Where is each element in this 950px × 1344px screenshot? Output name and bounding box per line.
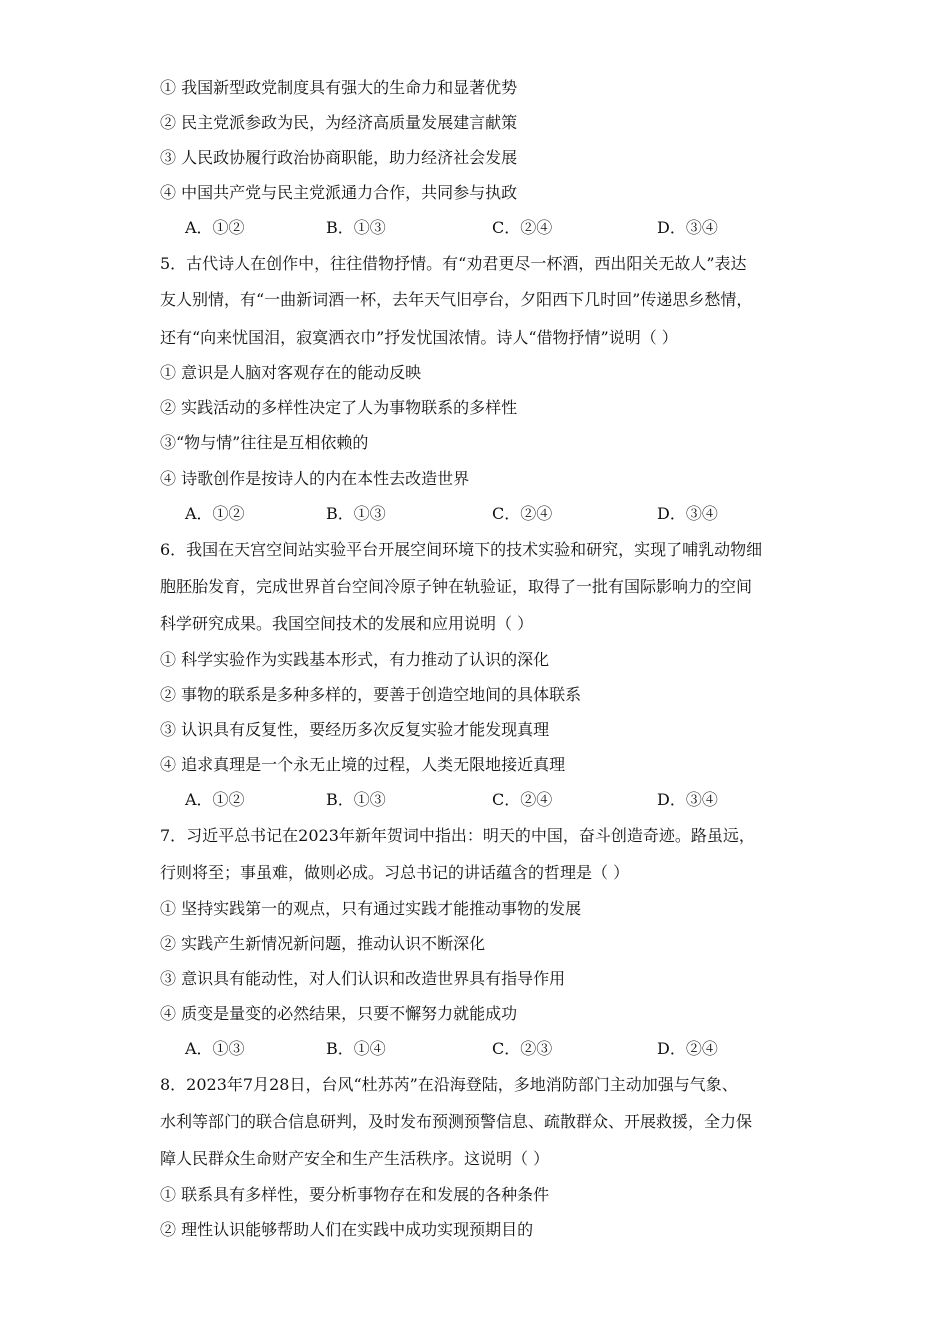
q4-choice-b: B．①③ bbox=[326, 218, 386, 237]
q6-stem-line-2: 胞胚胎发育，完成世界首台空间冷原子钟在轨验证，取得了一批有国际影响力的空间 bbox=[160, 577, 753, 596]
q5-choice-d: D．③④ bbox=[657, 504, 718, 523]
q7-choice-b: B．①④ bbox=[326, 1039, 386, 1058]
q6-stem-line-1: 6．我国在天宫空间站实验平台开展空间环境下的技术实验和研究，实现了哺乳动物细 bbox=[160, 540, 763, 559]
q7-option-4: ④ 质变是量变的必然结果，只要不懈努力就能成功 bbox=[160, 1004, 518, 1023]
q7-option-2: ② 实践产生新情况新问题，推动认识不断深化 bbox=[160, 934, 486, 953]
q7-option-1: ① 坚持实践第一的观点，只有通过实践才能推动事物的发展 bbox=[160, 899, 582, 918]
q5-stem-line-3: 还有“向来忧国泪，寂寞洒衣巾”抒发忧国浓情。诗人“借物抒情”说明（ ） bbox=[160, 328, 678, 347]
q5-stem-line-2: 友人别情，有“一曲新词酒一杯，去年天气旧亭台，夕阳西下几时回”传递思乡愁情， bbox=[160, 290, 753, 309]
q5-option-1: ① 意识是人脑对客观存在的能动反映 bbox=[160, 363, 422, 382]
q7-option-3: ③ 意识具有能动性，对人们认识和改造世界具有指导作用 bbox=[160, 969, 566, 988]
q5-option-3: ③“物与情”往往是互相依赖的 bbox=[160, 433, 369, 452]
q4-choices bbox=[185, 218, 745, 238]
q5-choice-a: A．①② bbox=[185, 504, 245, 523]
q6-option-1: ① 科学实验作为实践基本形式，有力推动了认识的深化 bbox=[160, 650, 550, 669]
q5-option-4: ④ 诗歌创作是按诗人的内在本性去改造世界 bbox=[160, 469, 470, 488]
q6-choice-d: D．③④ bbox=[657, 790, 718, 809]
q6-option-3: ③ 认识具有反复性，要经历多次反复实验才能发现真理 bbox=[160, 720, 550, 739]
q6-option-2: ② 事物的联系是多种多样的，要善于创造空地间的具体联系 bbox=[160, 685, 582, 704]
q8-stem-line-1: 8．2023年7月28日，台风“杜苏芮”在沿海登陆，多地消防部门主动加强与气象、 bbox=[160, 1075, 738, 1094]
q4-option-4: ④ 中国共产党与民主党派通力合作，共同参与执政 bbox=[160, 183, 518, 202]
q7-choice-a: A．①③ bbox=[185, 1039, 245, 1058]
q6-choice-a: A．①② bbox=[185, 790, 245, 809]
q6-choice-b: B．①③ bbox=[326, 790, 386, 809]
q8-stem-line-3: 障人民群众生命财产安全和生产生活秩序。这说明（ ） bbox=[160, 1149, 550, 1168]
q7-choices bbox=[185, 1039, 745, 1059]
q7-choice-c: C．②③ bbox=[492, 1039, 553, 1058]
q4-choice-d: D．③④ bbox=[657, 218, 718, 237]
q6-choice-c: C．②④ bbox=[492, 790, 553, 809]
q5-option-2: ② 实践活动的多样性决定了人为事物联系的多样性 bbox=[160, 398, 518, 417]
q7-stem-line-2: 行则将至；事虽难，做则必成。习总书记的讲话蕴含的哲理是（ ） bbox=[160, 863, 630, 882]
q4-choice-c: C．②④ bbox=[492, 218, 553, 237]
q5-choices bbox=[185, 504, 745, 524]
q5-choice-c: C．②④ bbox=[492, 504, 553, 523]
q6-stem-line-3: 科学研究成果。我国空间技术的发展和应用说明（ ） bbox=[160, 614, 534, 633]
q8-option-2: ② 理性认识能够帮助人们在实践中成功实现预期目的 bbox=[160, 1220, 534, 1239]
q7-choice-d: D．②④ bbox=[657, 1039, 718, 1058]
q5-stem-line-1: 5．古代诗人在创作中，往往借物抒情。有“劝君更尽一杯酒，西出阳关无故人”表达 bbox=[160, 254, 747, 273]
q4-option-2: ② 民主党派参政为民，为经济高质量发展建言献策 bbox=[160, 113, 518, 132]
q8-option-1: ① 联系具有多样性，要分析事物存在和发展的各种条件 bbox=[160, 1185, 550, 1204]
q4-choice-a: A．①② bbox=[185, 218, 245, 237]
q5-choice-b: B．①③ bbox=[326, 504, 386, 523]
q6-option-4: ④ 追求真理是一个永无止境的过程，人类无限地接近真理 bbox=[160, 755, 566, 774]
q8-stem-line-2: 水利等部门的联合信息研判，及时发布预测预警信息、疏散群众、开展救援，全力保 bbox=[160, 1112, 753, 1131]
q4-option-3: ③ 人民政协履行政治协商职能，助力经济社会发展 bbox=[160, 148, 518, 167]
q4-option-1: ① 我国新型政党制度具有强大的生命力和显著优势 bbox=[160, 78, 518, 97]
q6-choices bbox=[185, 790, 745, 810]
q7-stem-line-1: 7．习近平总书记在2023年新年贺词中指出：明天的中国，奋斗创造奇迹。路虽远， bbox=[160, 826, 755, 845]
